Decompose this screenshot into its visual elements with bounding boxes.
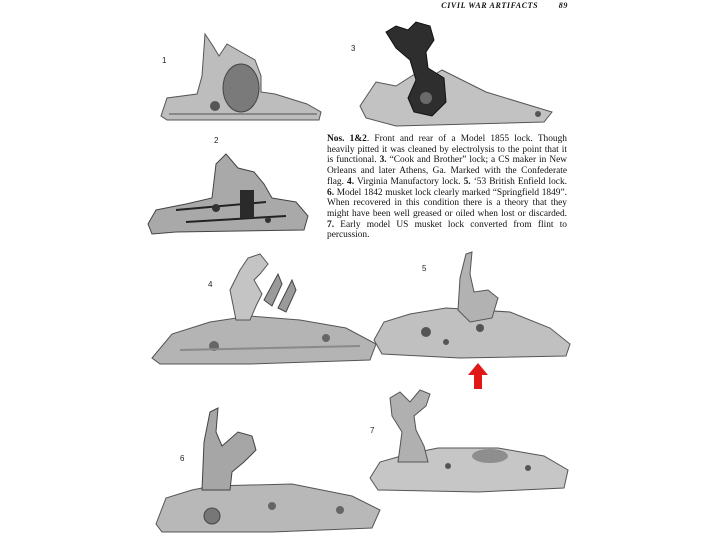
figure-label-7: 7 xyxy=(370,426,375,435)
lock-photo-6 xyxy=(152,406,386,536)
caption-text-6: Model 1842 musket lock clearly marked “Springfield 1849”. When recovered in this condition there is a theory that they might have been well greased or oiled when lost or discarded. xyxy=(327,187,567,219)
caption-ref-4: 4. xyxy=(347,176,355,187)
caption-text-3: “Cook and Brother” lock; a CS maker in New Orleans and later Athens, Ga. Marked with the Confederate flag. xyxy=(327,155,568,187)
lock-photo-7 xyxy=(368,386,572,498)
book-page xyxy=(142,0,574,540)
figure-label-5: 5 xyxy=(422,264,427,273)
lock-photo-2 xyxy=(146,144,316,238)
page-number: 89 xyxy=(558,1,568,10)
figure-label-4: 4 xyxy=(208,280,213,289)
caption-text-5: ‘53 British Enfield lock. xyxy=(473,176,568,187)
figure-label-2: 2 xyxy=(214,136,219,145)
caption-text-7: Early model US musket lock converted from flint to percussion. xyxy=(327,219,567,241)
caption-ref-5: 5. xyxy=(463,176,471,187)
figure-label-1: 1 xyxy=(162,56,167,65)
lock-photo-1 xyxy=(157,16,327,122)
running-header xyxy=(441,1,568,13)
caption-text-1-2: . Front and rear of a Model 1855 lock. Though heavily pitted it was cleaned by electrolysis to the point that it is functional. xyxy=(327,134,567,166)
caption-ref-7: 7. xyxy=(327,219,335,230)
lock-photo-4 xyxy=(150,250,382,368)
caption-text-4: Virginia Manufactory lock. xyxy=(356,176,461,187)
figure-label-3: 3 xyxy=(351,44,356,53)
lock-photo-5 xyxy=(370,248,574,360)
figure-caption xyxy=(327,134,567,241)
caption-ref-6: 6. xyxy=(327,187,335,198)
header-title: CIVIL WAR ARTIFACTS xyxy=(441,1,539,10)
figure-label-6: 6 xyxy=(180,454,185,463)
lock-photo-3 xyxy=(356,20,556,128)
caption-ref-1-2: Nos. 1&2 xyxy=(327,134,367,144)
caption-ref-3: 3. xyxy=(379,155,387,166)
